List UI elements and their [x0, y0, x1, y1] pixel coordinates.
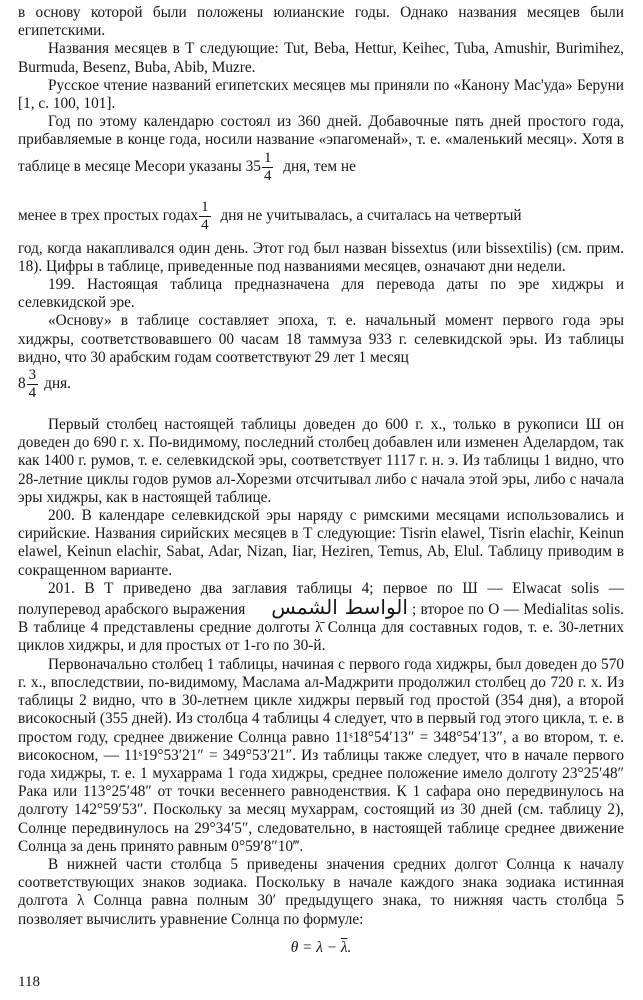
- equation-of-sun-formula: [18, 939, 624, 957]
- paragraph-199: 199. Настоящая таблица предназначена для перевода даты по эре хиджры и селевкидской эре.: [18, 276, 624, 312]
- paragraph-egyptian-months: Названия месяцев в Т следующие: Tut, Beba, Hettur, Keihec, Tuba, Amushir, Burimihez, Burmuda, Besenz, Buba, Abib, Muzre.: [18, 40, 624, 76]
- fraction-denominator: 4: [201, 216, 209, 233]
- text-segment: дня.: [44, 375, 71, 393]
- paragraph-201: [18, 580, 624, 656]
- paragraph-first-column: Первый столбец настоящей таблицы доведен до 600 г. х., только в рукописи Ш он доведен до 690 г. х. По-видимому, последний столбец добавлен или изменен Аделардом, так как 1400 г. румов, т. е. селевкидской эры, соответствует 1117 г. н. э. Из таблицы 1 видно, что 28-летние циклы годов румов ал-Хорезми отсчитывал либо с начала этой эры, либо с начала эры хиджры, как в настоящей таблице.: [18, 416, 624, 506]
- text-segment: Год по этому календарю состоял из 360 дней. Добавочные пять дней простого года, прибавляемые в конце года, носили название «эпагоменай», т. е. «маленький месяц». Хотя в таблице в месяце Месори указаны 35: [18, 113, 624, 175]
- fraction-three-quarters: [27, 367, 39, 402]
- paragraph-column-5: В нижней части столбца 5 приведены значения средних долгот Солнца к началу соответствующих знаков зодиака. Поскольку в начале каждого знака зодиака истинная долгота λ Солнца равна полным 30′ предыдущего знака, то нижняя часть столбца 5 позволяет вычислить уравнение Солнца по формуле:: [18, 855, 624, 928]
- fraction-denominator: 4: [28, 385, 37, 402]
- paragraph-russian-reading: Русское чтение названий египетских месяцев мы приняли по «Канону Мас'уда» Беруни [1, с. 100, 101].: [18, 76, 624, 113]
- fraction-numerator: 1: [201, 198, 209, 215]
- text-segment: дня не учитывалась, а считалась на четвертый: [220, 206, 522, 224]
- text-segment: 201. В Т приведено два заглавия таблицы 4; первое по Ш — Elwacat solis — полуперевод арабского выражения: [18, 579, 624, 619]
- fraction-numerator: 3: [28, 367, 37, 384]
- paragraph-calendar-days: [18, 113, 624, 184]
- paragraph-200: 200. В календаре селевкидской эры наряду с римскими месяцами использовались и сирийские. Названия сирийских месяцев в Т следующие: Tisrin elawel, Tisrin elachir, Keinun elawel, Keinun elachir, Sabat, Adar, Nizan, Iiar, Heziren, Temus, Ab, Elul. Таблицу приводим в сокращенном варианте.: [18, 507, 624, 579]
- paragraph-epoch: [18, 312, 624, 367]
- paragraph-bissextus: год, когда накапливался один день. Этот год был назван bissextus (или bissextilis) (см. прим. 18). Цифры в таблице, приведенные под названиями месяцев, означают дни недели.: [18, 239, 624, 275]
- text-segment: дня, тем не: [283, 157, 356, 175]
- text-segment: менее в трех простых годах: [18, 206, 199, 224]
- paragraph-1: в основу которой были положены юлианские годы. Однако названия месяцев были египетскими.: [18, 4, 624, 40]
- fraction-numerator: 1: [263, 149, 272, 166]
- formula-end: .: [347, 938, 352, 956]
- text-segment: «Основу» в таблице составляет эпоха, т. е. начальный момент первого года эры хиджры, соответствовавшего 00 часам 18 таммуза 933 г. селевкидской эры. Из таблицы видно, что 30 арабским годам соответствуют 29 лет 1 месяц: [18, 312, 624, 366]
- formula-mean-longitude: $\overline{\lambda}$: [340, 938, 348, 956]
- paragraph-epoch-fraction: [18, 367, 624, 402]
- fraction-one-quarter: [262, 150, 274, 185]
- formula-left: θ = λ −: [290, 938, 341, 956]
- page-number: 118: [18, 974, 40, 990]
- text-segment: ; второе по О — Medialitas solis. В таблице 4 представлены средние долготы λ̄ Солнца для составных годов, т. е. 30-летних циклов хиджры, и для простых от 1-го по 30-й.: [18, 601, 624, 655]
- paragraph-calendar-days-cont: [18, 199, 624, 234]
- fraction-whole: 8: [18, 375, 26, 393]
- fraction-one-quarter-2: [199, 199, 211, 234]
- book-page: [18, 4, 624, 957]
- fraction-denominator: 4: [263, 167, 272, 184]
- paragraph-column-1: Первоначально столбец 1 таблицы, начиная с первого года хиджры, был доведен до 570 г. х., впоследствии, по-видимому, Маслама ал-Маджрити продолжил столбец до 720 г. х. Из таблицы 2 видно, что в 30-летнем цикле хиджры первый год простой (354 дня), а второй високосный (355 дней). Из столбца 4 таблицы 4 следует, что в первый год этого цикла, т. е. в простом году, среднее движение Солнца равно 11ˢ18°54′13″ = 348°54′13″, а во втором, т. е. високосном, — 11ˢ19°53′21″ = 349°53′21″. Из таблицы также следует, что в начале первого года хиджры, т. е. 1 мухаррама 1 года хиджры, среднее положение имело долготу 23°25′48″ Рака или 113°25′48″ от точки весеннего равноденствия. К 1 сафара оно передвинулось на долготу 142°59′53″. Поскольку за месяц мухаррам, состоящий из 30 дней (см. таблицу 2), Солнце передвинулось на 29°34′5″, следовательно, в настоящей таблице среднее движение Солнца за день принято равным 0°59′8″10‴.: [18, 655, 624, 855]
- arabic-phrase: الواسط الشمس: [271, 595, 408, 620]
